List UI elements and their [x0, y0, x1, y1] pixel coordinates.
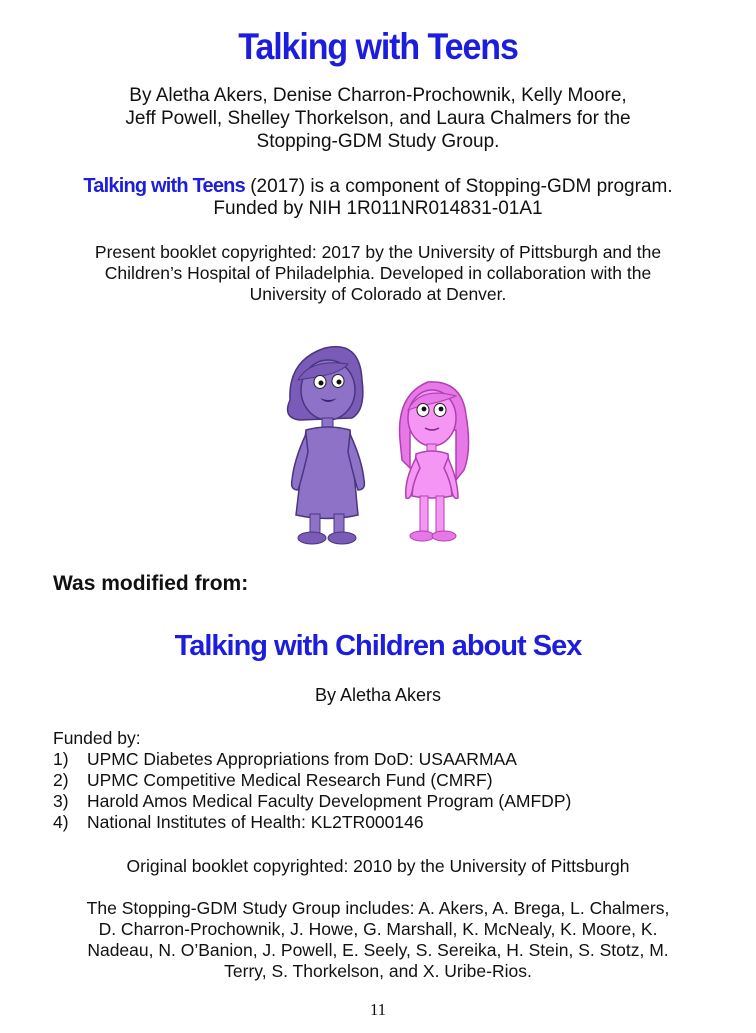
authors-line: By Aletha Akers, Denise Charron-Prochownik, Kelly Moore, [129, 85, 627, 106]
funding-line: Funded by NIH 1R011NR014831-01A1 [213, 198, 543, 219]
page-number: 11 [369, 1000, 387, 1019]
authors-block [0, 84, 756, 153]
list-item [53, 812, 571, 833]
original-copyright: Original booklet copyrighted: 2010 by the University of Pittsburgh [126, 856, 630, 876]
modified-from-heading: Was modified from: [53, 572, 249, 595]
authors-line: Jeff Powell, Shelley Thorkelson, and Laura Chalmers for the [125, 108, 631, 129]
component-text: (2017) is a component of Stopping-GDM program. [244, 176, 673, 197]
list-item [53, 770, 571, 791]
copyright-line: Children’s Hospital of Philadelphia. Developed in collaboration with the [104, 263, 652, 283]
copyright-line: University of Colorado at Denver. [249, 284, 507, 304]
list-number: 2) [53, 770, 69, 790]
list-number: 1) [53, 749, 69, 769]
original-booklet-title: Talking with Children about Sex [174, 630, 582, 662]
funding-label: Funded by: [53, 728, 141, 748]
component-line [0, 175, 756, 198]
study-group-line: Terry, S. Thorkelson, and X. Uribe-Rios. [224, 961, 532, 981]
teen-figure [400, 382, 469, 541]
funding-sources [53, 728, 571, 833]
component-title: Talking with Teens [83, 175, 245, 197]
mother-and-teen-illustration [270, 340, 490, 550]
list-item [53, 749, 571, 770]
copyright-block [0, 242, 756, 305]
list-number: 4) [53, 812, 69, 832]
component-block [0, 175, 756, 220]
copyright-line: Present booklet copyrighted: 2017 by the University of Pittsburgh and the [94, 242, 662, 262]
study-group-line: D. Charron-Prochownik, J. Howe, G. Marshall, K. McNealy, K. Moore, K. [98, 919, 658, 939]
list-text: National Institutes of Health: KL2TR000146 [87, 812, 424, 832]
original-byline: By Aletha Akers [314, 685, 442, 705]
page-title: Talking with Teens [238, 26, 518, 67]
study-group-line: The Stopping-GDM Study Group includes: A. Akers, A. Brega, L. Chalmers, [86, 898, 670, 918]
authors-line: Stopping-GDM Study Group. [256, 131, 500, 152]
list-item [53, 791, 571, 812]
list-text: Harold Amos Medical Faculty Development Program (AMFDP) [87, 791, 572, 811]
list-text: UPMC Competitive Medical Research Fund (CMRF) [87, 770, 493, 790]
list-number: 3) [53, 791, 69, 811]
funding-list [53, 749, 571, 833]
study-group-block [0, 898, 756, 982]
list-text: UPMC Diabetes Appropriations from DoD: USAARMAA [87, 749, 517, 769]
study-group-line: Nadeau, N. O’Banion, J. Powell, E. Seely, S. Sereika, H. Stein, S. Stotz, M. [87, 940, 669, 960]
mother-figure [288, 347, 365, 544]
